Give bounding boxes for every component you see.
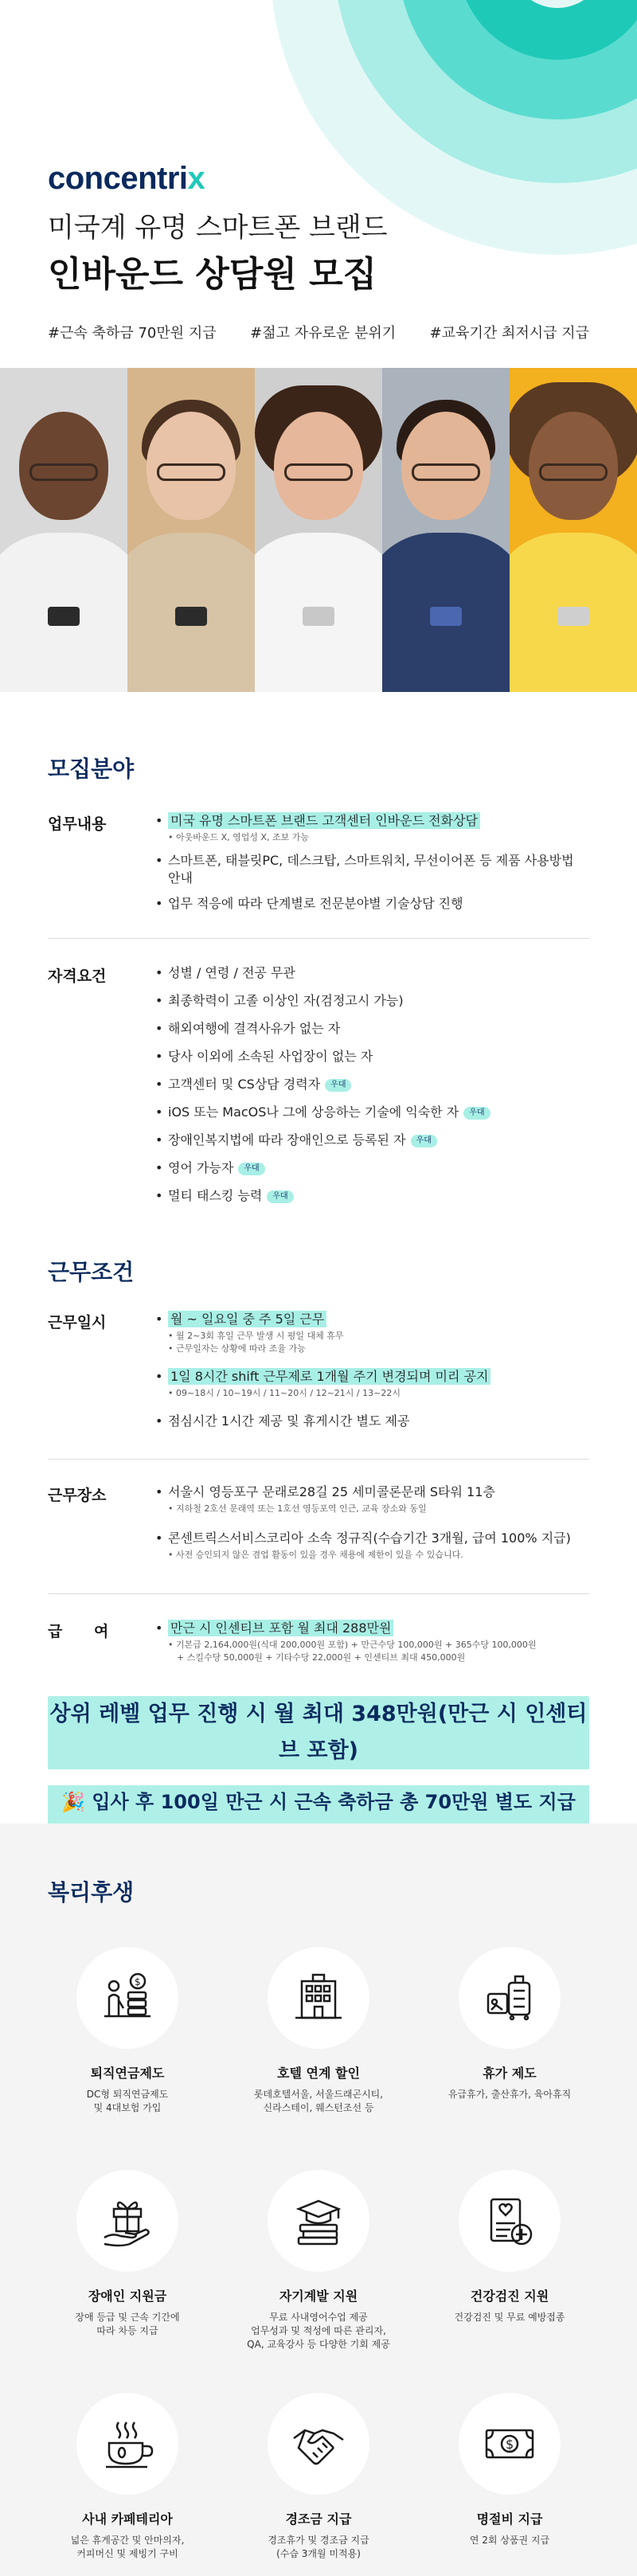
preferred-badge: 우대 [411,1135,437,1147]
benefit-title: 건강검진 지원 [470,2289,549,2304]
benefit-description-line: 커피머신 및 제빙기 구비 [76,2548,178,2559]
qualification-text: iOS 또는 MacOS나 그에 상응하는 기술에 익숙한 자 [168,1104,459,1120]
benefit-description-line: DC형 퇴직연금제도 [86,2089,169,2100]
benefit-description [32,2088,223,2115]
qualification-text: 성별 / 연령 / 전공 무관 [168,965,295,980]
pay-label: 급 여 [48,1623,109,1640]
qualification-item [155,1048,589,1065]
qualification-text: 고객센터 및 CS상담 경력자 [168,1077,321,1092]
qualification-text: 해외여행에 결격사유가 없는 자 [168,1021,341,1036]
benefit-description-line: 연 2회 상품권 지급 [469,2535,550,2546]
pay-note-line: + 스킬수당 50,000원 + 기타수당 22,000원 + 인센티브 최대 450,000원 [177,1652,466,1663]
header [0,0,637,368]
preferred-badge: 우대 [325,1079,351,1092]
hours-label: 근무일시 [48,1314,107,1331]
benefit-description-line: QA, 교육강사 등 다양한 기회 제공 [247,2339,390,2350]
benefit-title: 경조금 지급 [285,2512,352,2527]
header-subtitle: 미국계 유명 스마트폰 브랜드 [48,212,388,244]
hours-item-text: 월 ~ 일요일 중 주 5일 근무 [168,1311,326,1327]
duty-item: • 스마트폰, 태블릿PC, 데스크탑, 스마트워치, 무선이어폰 등 제품 사용방법 안내 [155,852,589,887]
benefit-title: 명절비 지급 [476,2512,543,2527]
benefit-description [414,2311,605,2324]
preferred-badge: 우대 [463,1107,490,1120]
qualification-list [155,964,589,1215]
staff-photo [510,368,637,692]
place-note: • 사전 승인되지 않은 겸업 활동이 있을 경우 채용에 제한이 있을 수 있습니다. [168,1550,463,1560]
handshake-icon [268,2393,369,2495]
benefits-title: 복리후생 [48,1879,135,1906]
hours-item [155,1311,589,1328]
place-note: • 지하철 2호선 문래역 또는 1호선 영등포역 인근, 교육 장소와 동일 [168,1503,427,1514]
staff-photo [255,368,382,692]
benefits-grid [32,1947,605,2576]
qualification-block [0,939,637,1215]
conditions-title: 근무조건 [48,1259,135,1285]
health-checkup-icon [459,2170,561,2272]
benefit-card [414,2393,605,2576]
duty-item [155,812,589,830]
benefit-title: 사내 카페테리아 [82,2512,173,2527]
retirement-pension-icon [76,1947,178,2049]
qualification-item [155,1132,589,1149]
qualification-item [155,964,589,982]
hours-item [155,1368,589,1386]
benefit-card [32,2170,223,2361]
benefit-card [414,1947,605,2138]
duty-note: • 아웃바운드 X, 영업성 X, 조보 가능 [168,832,310,842]
recruit-title: 모집분야 [48,756,135,782]
preferred-badge: 우대 [238,1163,264,1175]
max-pay-banner: 상위 레벨 업무 진행 시 월 최대 348만원(만근 시 인센티브 포함) [48,1696,589,1769]
logo-text: concentri [48,161,188,196]
benefit-description [32,2534,223,2561]
benefit-description-line: 장애 등급 및 근속 기간에 [75,2312,180,2323]
staff-photo [382,368,510,692]
benefit-description [223,2088,414,2115]
conditions-section [0,1215,637,1287]
coffee-icon [76,2393,178,2495]
benefit-card [32,1947,223,2138]
benefits-section [0,1824,637,2576]
staff-photo-strip [0,368,637,692]
qualification-text: 멀티 태스킹 능력 [168,1188,263,1203]
qualification-label: 자격요건 [48,967,107,985]
benefit-card [223,2393,414,2576]
hotel-icon [268,1947,369,2049]
pay-item [155,1620,589,1637]
place-label: 근무장소 [48,1487,107,1504]
duty-block [0,793,637,921]
duty-item: • 업무 적응에 따라 단계별로 전문분야별 기술상담 진행 [155,895,589,913]
preferred-badge: 우대 [267,1190,293,1203]
hours-item-text: 1일 8시간 shift 근무제로 1개월 주기 변경되며 미리 공지 [168,1368,490,1385]
recruit-section [0,692,637,793]
benefit-description [32,2311,223,2338]
benefit-title: 장애인 지원금 [88,2289,167,2304]
benefit-description-line: 및 4대보험 가입 [93,2102,162,2113]
benefit-description-line: (수습 3개월 미적용) [276,2548,361,2559]
benefit-description-line: 신라스테이, 웨스턴조선 등 [263,2102,374,2113]
benefit-description-line: 롯데호텔서울, 서울드래곤시티, [253,2089,384,2100]
benefit-description-line: 무료 사내영어수업 제공 [269,2312,368,2323]
hours-note-line: • 근무일자는 상황에 따라 조율 가능 [168,1343,306,1354]
hashtag: #근속 축하금 70만원 지급 [48,325,217,342]
benefit-description-line: 유급휴가, 출산휴가, 육아휴직 [447,2089,572,2100]
vacation-icon [459,1947,561,2049]
benefit-description [223,2534,414,2561]
place-item: • 콘센트릭스서비스코리아 소속 정규직(수습기간 3개월, 급여 100% 지급) [155,1530,589,1547]
benefit-card [223,1947,414,2138]
duty-label: 업무내용 [48,815,107,833]
benefit-description-line: 업무성과 및 적성에 따른 관리자, [251,2325,386,2336]
pay-note-line: • 기본급 2,164,000원(식대 200,000원 포함) + 만근수당 100,000원 + 365수당 100,000원 [168,1640,537,1650]
qualification-item [155,1020,589,1038]
qualification-item [155,1104,589,1121]
logo-x: x [187,161,205,196]
hashtag: #젊고 자유로운 분위기 [250,325,397,342]
benefit-card [32,2393,223,2576]
hours-note-line: • 월 2~3회 휴일 근무 발생 시 평일 대체 휴무 [168,1331,344,1341]
qualification-text: 영어 가능자 [168,1160,234,1175]
place-item: • 서울시 영등포구 문래로28길 25 세미콜론문래 S타워 11층 [155,1483,589,1501]
benefit-card [223,2170,414,2361]
benefit-title: 자기계발 지원 [279,2289,358,2304]
benefit-description-line: 따라 차등 지급 [96,2325,158,2336]
hashtag: #교육기간 최저시급 지급 [429,325,589,342]
hours-block [0,1287,637,1438]
staff-photo [0,368,127,692]
benefit-description [223,2311,414,2351]
pay-block [0,1594,637,1672]
staff-photo [127,368,255,692]
duty-item-text: 미국 유명 스마트폰 브랜드 고객센터 인바운드 전화상담 [168,812,480,829]
concentrix-logo [48,161,205,197]
hashtag-row [0,322,637,342]
qualification-item [155,1076,589,1093]
svg-text:$: $ [506,2437,514,2452]
hours-item: • 점심시간 1시간 제공 및 휴게시간 별도 제공 [155,1413,589,1430]
benefit-description-line: 건강검진 및 무료 예방접종 [454,2312,565,2323]
benefit-card [414,2170,605,2361]
page-title: 인바운드 상담원 모집 [48,254,377,295]
benefit-title: 호텔 연계 할인 [277,2066,360,2081]
pay-item-text: 만근 시 인센티브 포함 월 최대 288만원 [168,1620,393,1636]
benefit-description [414,2534,605,2547]
money-icon [459,2393,561,2495]
qualification-text: 장애인복지법에 따라 장애인으로 등록된 자 [168,1132,406,1147]
qualification-text: 최종학력이 고졸 이상인 자(검정고시 가능) [168,993,404,1008]
hours-note [155,1330,589,1355]
place-block [0,1460,637,1569]
books-icon [268,2170,369,2272]
benefit-title: 휴가 제도 [483,2066,537,2081]
qualification-item [155,992,589,1010]
hours-note: • 09~18시 / 10~19시 / 11~20시 / 12~21시 / 13~22시 [168,1388,401,1398]
gift-icon [76,2170,178,2272]
benefit-description-line: 넓은 휴게공간 및 안마의자, [70,2535,185,2546]
qualification-item [155,1159,589,1177]
svg-text:$: $ [135,1976,141,1988]
benefit-description [414,2088,605,2101]
qualification-text: 당사 이외에 소속된 사업장이 없는 자 [168,1049,373,1064]
pay-note [155,1639,589,1664]
benefit-description-line: 경조휴가 및 경조금 지급 [268,2535,369,2546]
qualification-item [155,1187,589,1205]
retention-bonus-banner: 🎉 입사 후 100일 만근 시 근속 축하금 총 70만원 별도 지급 [48,1785,589,1852]
benefit-title: 퇴직연금제도 [90,2066,165,2081]
